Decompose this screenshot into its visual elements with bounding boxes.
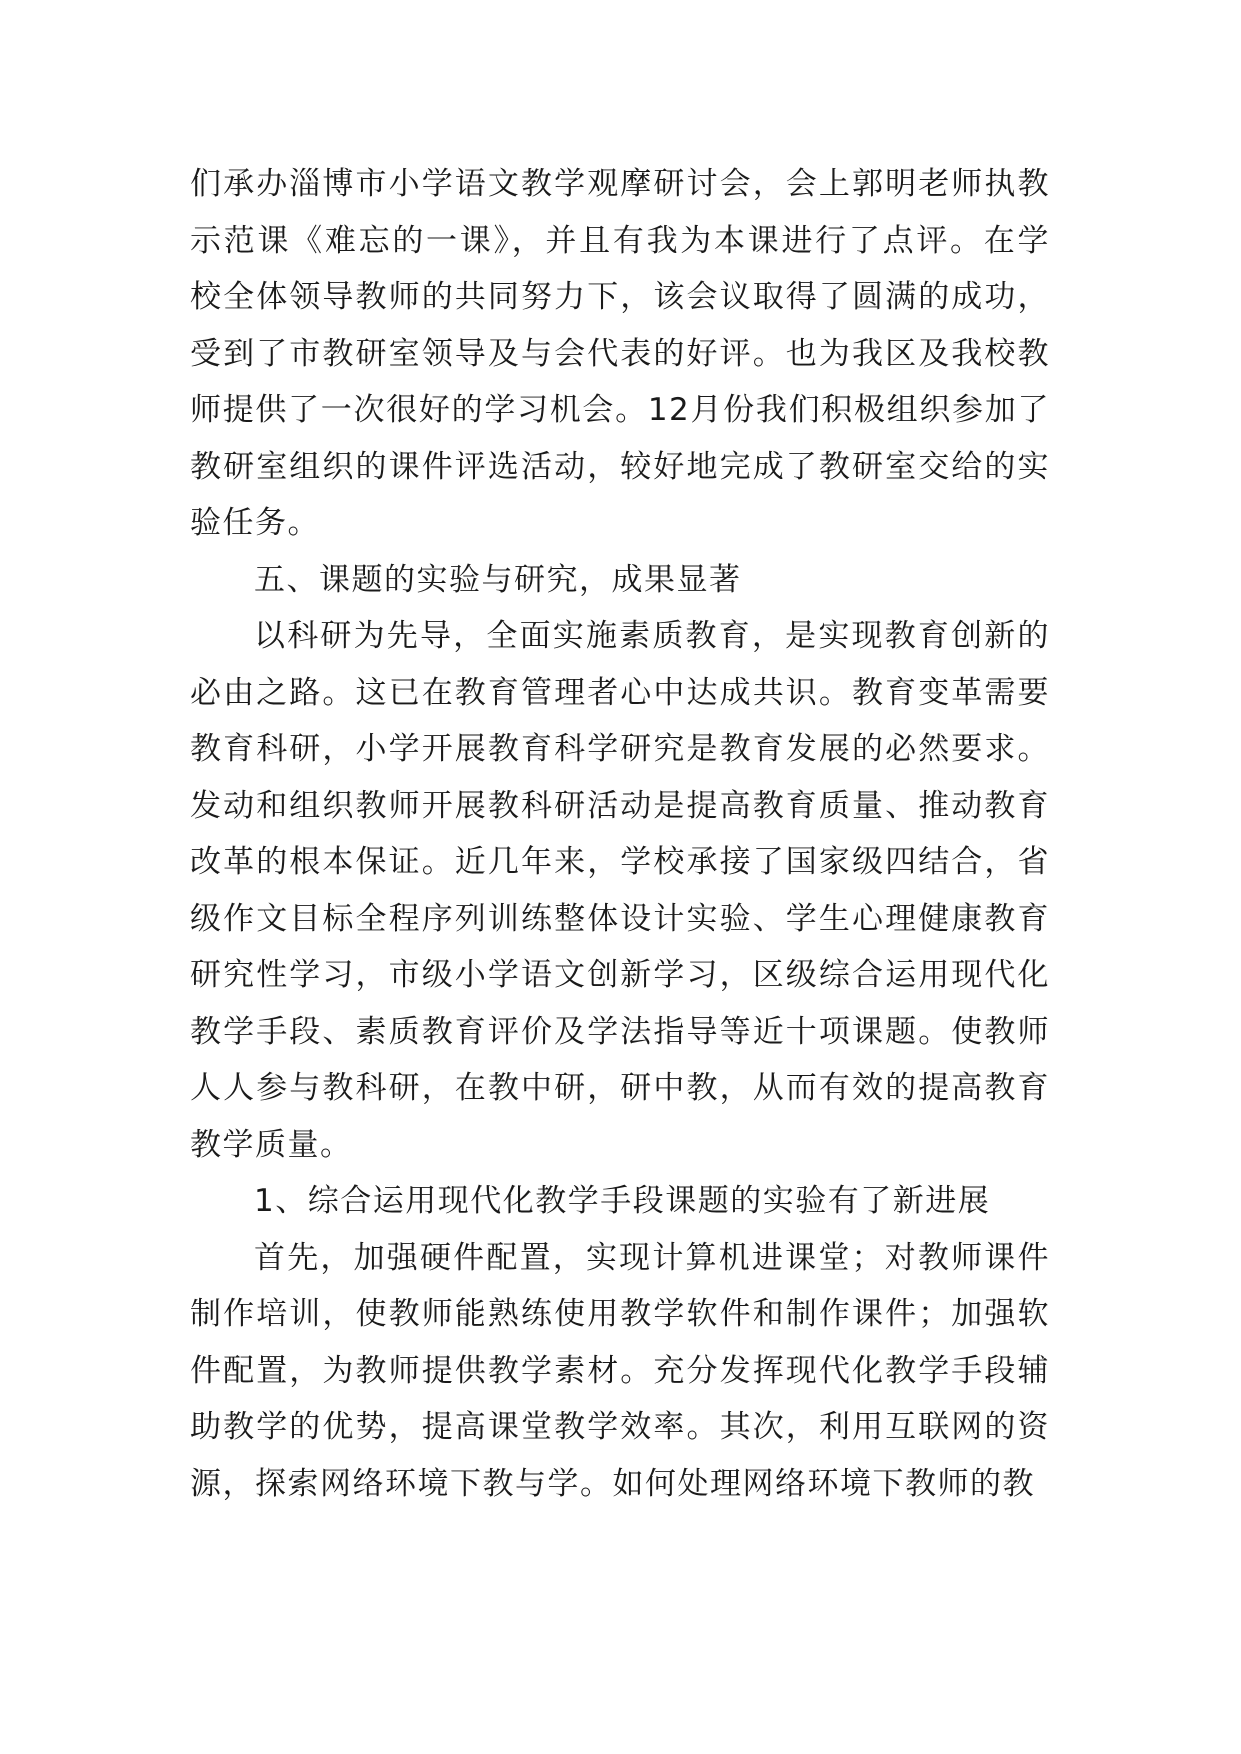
document-body bbox=[190, 156, 1050, 1512]
section-heading-five: 五、课题的实验与研究，成果显著 bbox=[254, 561, 742, 598]
paragraph-hardware-software: 首先，加强硬件配置，实现计算机进课堂；对教师课件制作培训，使教师能熟练使用教学软件和制作课件；加强软件配置，为教师提供教学素材。充分发挥现代化教学手段辅助教学的优势，提高课堂教学效率。其次，利用互联网的资源，探索网络环境下教与学。如何处理网络环境下教师的教 bbox=[190, 1239, 1050, 1502]
paragraph-continuation: 们承办淄博市小学语文教学观摩研讨会，会上郭明老师执教示范课《难忘的一课》，并且有我为本课进行了点评。在学校全体领导教师的共同努力下，该会议取得了圆满的成功，受到了市教研室领导及与会代表的好评。也为我区及我校教师提供了一次很好的学习机会。12月份我们积极组织参加了教研室组织的课件评选活动，较好地完成了教研室交给的实验任务。 bbox=[190, 166, 1050, 541]
subheading-modern-teaching: 1、综合运用现代化教学手段课题的实验有了新进展 bbox=[254, 1183, 991, 1219]
paragraph-research-intro: 以科研为先导，全面实施素质教育，是实现教育创新的必由之路。这已在教育管理者心中达成共识。教育变革需要教育科研，小学开展教育科学研究是教育发展的必然要求。发动和组织教师开展教科研活动是提高教育质量、推动教育改革的根本保证。近几年来，学校承接了国家级四结合，省级作文目标全程序列训练整体设计实验、学生心理健康教育研究性学习，市级小学语文创新学习，区级综合运用现代化教学手段、素质教育评价及学法指导等近十项课题。使教师人人参与教科研，在教中研，研中教，从而有效的提高教育教学质量。 bbox=[190, 618, 1050, 1163]
